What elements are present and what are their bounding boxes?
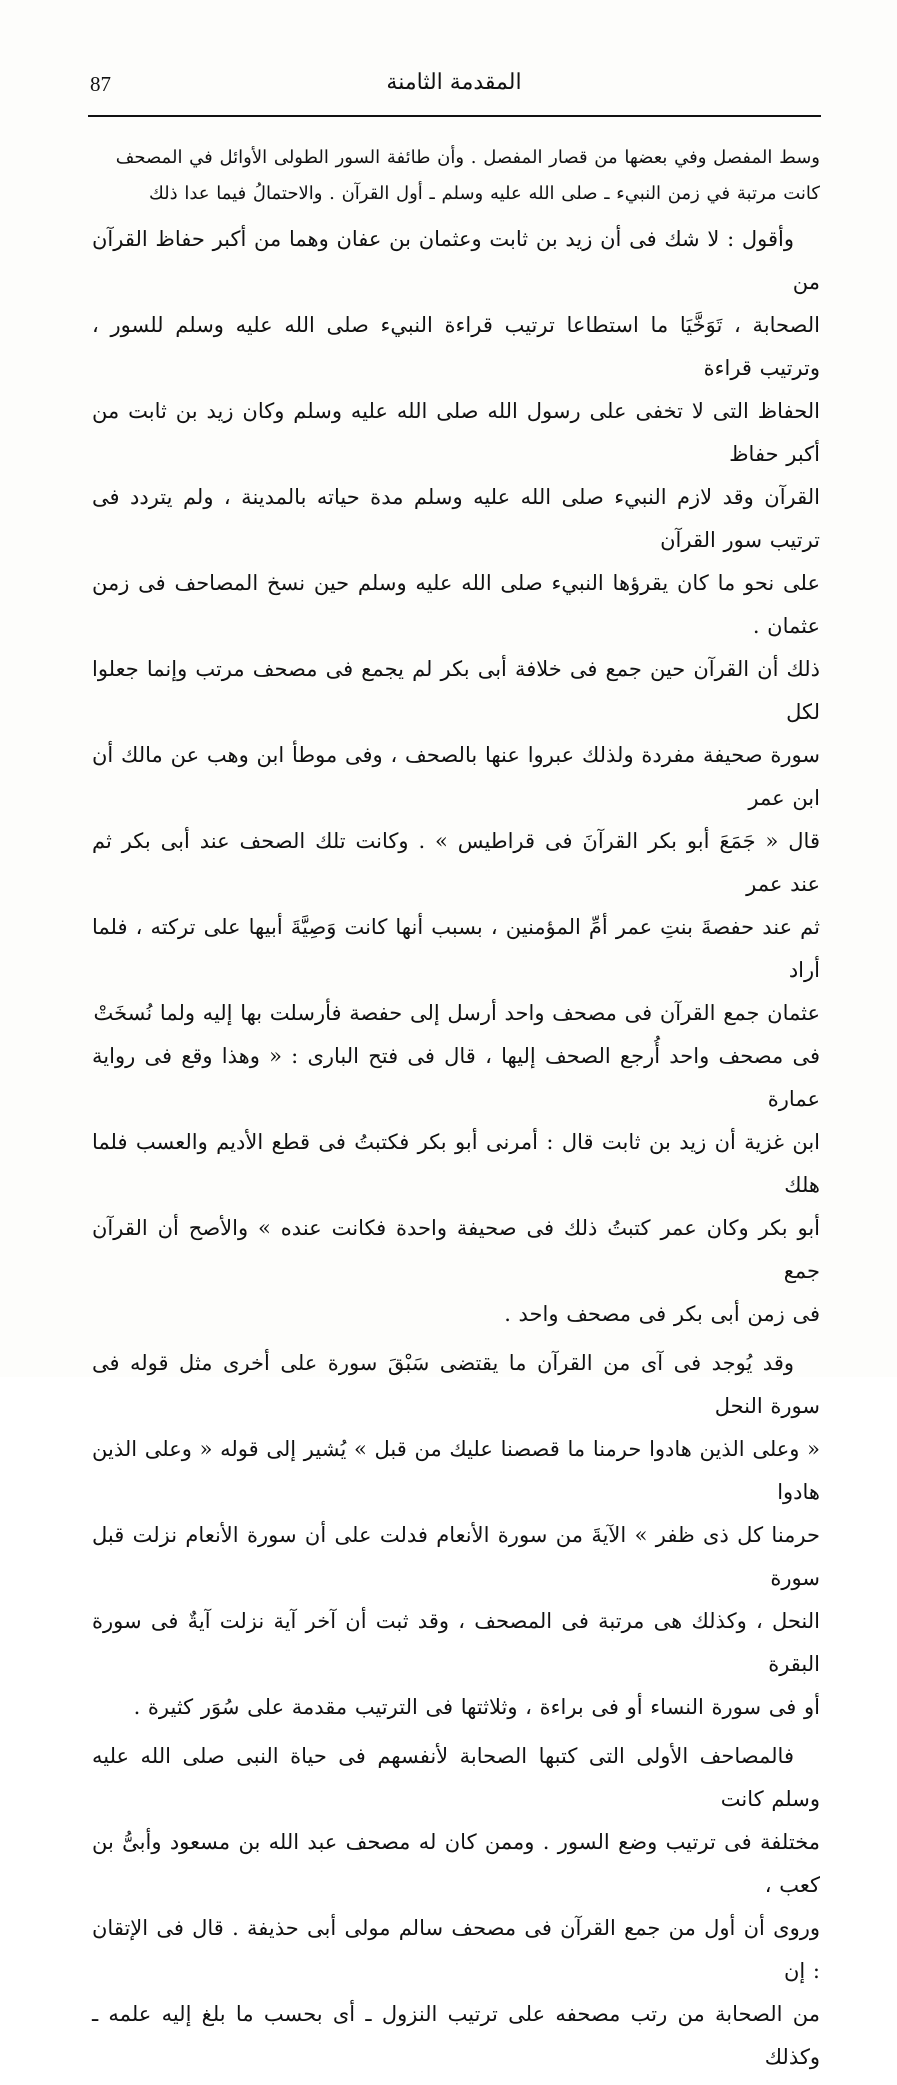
text-line: القرآن وقد لازم النبيء صلى الله عليه وسلم مدة حياته بالمدينة ، ولم يتردد فى ترتيب سور القرآن xyxy=(92,485,820,552)
text-line: فى مصحف واحد أُرجع الصحف إليها ، قال فى فتح البارى : « وهذا وقع فى رواية عمارة xyxy=(92,1044,820,1111)
text-line: فالمصاحف الأولى التى كتبها الصحابة لأنفسهم فى حياة النبى صلى الله عليه وسلم كانت xyxy=(92,1744,820,1811)
text-line: كانت مرتبة في زمن النبيء ـ صلى الله عليه وسلم ـ أول القرآن . والاحتمالُ فيما عدا ذلك xyxy=(148,183,820,204)
text-line: من الصحابة من رتب مصحفه على ترتيب النزول ـ أى بحسب ما بلغ إليه علمه ـ وكذلك xyxy=(92,2002,820,2069)
text-line: الصحابة ، تَوَخَّيَا ما استطاعا ترتيب قراءة النبيء صلى الله عليه وسلم للسور ، وترتيب قراءة xyxy=(92,313,820,380)
text-line: « وعلى الذين هادوا حرمنا ما قصصنا عليك من قبل » يُشير إلى قوله « وعلى الذين هادوا xyxy=(92,1437,820,1504)
text-line: ابن غزية أن زيد بن ثابت قال : أمرنى أبو بكر فكتبتُ فى قطع الأديم والعسب فلما هلك xyxy=(92,1130,820,1197)
text-line: أو فى سورة النساء أو فى براءة ، وثلاثتها فى الترتيب مقدمة على سُوَر كثيرة . xyxy=(133,1695,820,1719)
text-line: وروى أن أول من جمع القرآن فى مصحف سالم مولى أبى حذيفة . قال فى الإتقان : إن xyxy=(92,1916,820,1983)
running-header xyxy=(90,66,818,110)
text-line: ذلك أن القرآن حين جمع فى خلافة أبى بكر لم يجمع فى مصحف مرتب وإنما جعلوا لكل xyxy=(92,657,820,724)
paragraph xyxy=(92,1342,820,1729)
body-text xyxy=(92,140,820,2085)
paragraph-continuation xyxy=(92,140,820,212)
paragraph xyxy=(92,1735,820,2079)
text-line: قال « جَمَعَ أبو بكر القرآنَ فى قراطيس » . وكانت تلك الصحف عند أبى بكر ثم عند عمر xyxy=(92,829,820,896)
text-line: سورة صحيفة مفردة ولذلك عبروا عنها بالصحف ، وفى موطأ ابن وهب عن مالك أن ابن عمر xyxy=(92,743,820,810)
text-line: على نحو ما كان يقرؤها النبيء صلى الله عليه وسلم حين نسخ المصاحف فى زمن عثمان . xyxy=(92,571,820,638)
text-line: حرمنا كل ذى ظفر » الآيةَ من سورة الأنعام فدلت على أن سورة الأنعام نزلت قبل سورة xyxy=(92,1523,820,1590)
chapter-title: المقدمة الثامنة xyxy=(386,70,522,95)
paragraph xyxy=(92,218,820,1336)
header-divider xyxy=(88,115,821,117)
text-line: أبو بكر وكان عمر كتبتُ ذلك فى صحيفة واحدة فكانت عنده » والأصح أن القرآن جمع xyxy=(92,1216,820,1283)
text-line: النحل ، وكذلك هى مرتبة فى المصحف ، وقد ثبت أن آخر آية نزلت آيةٌ فى سورة البقرة xyxy=(92,1609,820,1676)
text-line: ثم عند حفصةَ بنتِ عمر أمِّ المؤمنين ، بسبب أنها كانت وَصِيَّةَ أبيها على تركته ، فلما أراد xyxy=(92,915,820,982)
text-line: مختلفة فى ترتيب وضع السور . وممن كان له مصحف عبد الله بن مسعود وأبىُّ بن كعب ، xyxy=(92,1830,820,1897)
text-line: عثمان جمع القرآن فى مصحف واحد أرسل إلى حفصة فأرسلت بها إليه ولما نُسخَتْ xyxy=(93,1001,820,1025)
page-number: 87 xyxy=(90,72,111,96)
text-line: وأقول : لا شك فى أن زيد بن ثابت وعثمان بن عفان وهما من أكبر حفاظ القرآن من xyxy=(92,227,820,294)
text-line: وقد يُوجد فى آى من القرآن ما يقتضى سَبْقَ سورة على أخرى مثل قوله فى سورة النحل xyxy=(92,1351,820,1418)
text-line: وسط المفصل وفي بعضها من قصار المفصل . وأن طائفة السور الطولى الأوائل في المصحف xyxy=(115,147,820,168)
text-line: الحفاظ التى لا تخفى على رسول الله صلى الله عليه وسلم وكان زيد بن ثابت من أكبر حفاظ xyxy=(92,399,820,466)
text-line: فى زمن أبى بكر فى مصحف واحد . xyxy=(504,1302,820,1326)
